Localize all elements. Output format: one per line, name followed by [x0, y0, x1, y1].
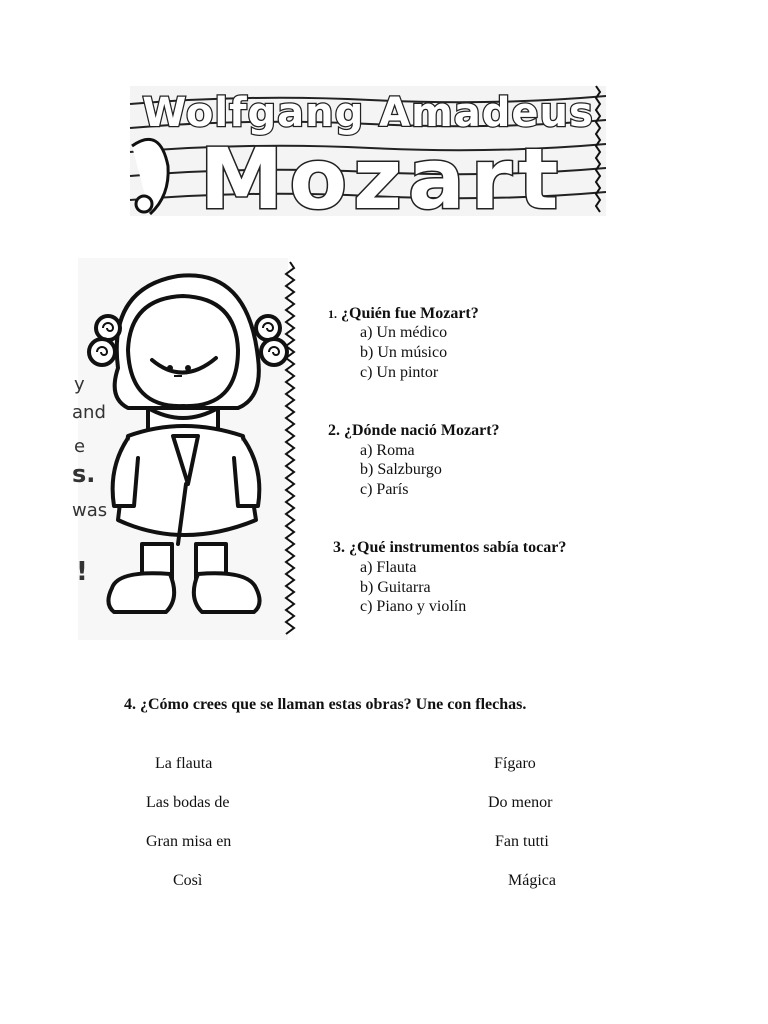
match-left-3: Gran misa en: [146, 833, 232, 850]
match-left-2: Las bodas de: [146, 794, 230, 811]
question-2-option-b: b) Salzburgo: [360, 461, 442, 478]
match-right-1: Fígaro: [494, 755, 536, 772]
question-4-number: 4.: [124, 696, 136, 713]
question-1-option-b: b) Un músico: [360, 344, 448, 361]
question-3-option-c: c) Piano y violín: [360, 598, 467, 615]
match-left-1: La flauta: [155, 755, 213, 772]
question-3-title: [333, 539, 566, 557]
question-1-option-a: a) Un médico: [360, 324, 448, 341]
side-text-5: was: [72, 500, 108, 521]
question-4-title: [124, 696, 526, 714]
question-1-text: ¿Quién fue Mozart?: [341, 305, 479, 322]
question-1-title: [328, 305, 479, 323]
question-2-title: [328, 422, 500, 440]
banner-line2: Mozart: [199, 130, 565, 228]
title-banner: [130, 86, 606, 228]
banner-line1: Wolfgang Amadeus: [142, 90, 594, 136]
mozart-illustration: [72, 258, 296, 640]
match-right-3: Fan tutti: [495, 833, 549, 850]
side-text-3: e: [74, 436, 86, 457]
side-text-4: s.: [72, 460, 96, 488]
match-right-4: Mágica: [508, 872, 556, 889]
side-text-1: y: [74, 374, 85, 395]
match-right-2: Do menor: [488, 794, 553, 811]
question-2-option-c: c) París: [360, 481, 409, 498]
match-left-4: Così: [173, 872, 203, 889]
question-3-number: 3.: [333, 539, 345, 556]
question-3-option-a: a) Flauta: [360, 559, 417, 576]
question-2-number: 2.: [328, 422, 340, 439]
question-2-text: ¿Dónde nació Mozart?: [344, 422, 500, 439]
question-1-number: 1.: [328, 307, 337, 321]
question-3-text: ¿Qué instrumentos sabía tocar?: [349, 539, 567, 556]
question-1-option-c: c) Un pintor: [360, 364, 439, 381]
question-4-text: ¿Cómo crees que se llaman estas obras? Une con flechas.: [140, 696, 527, 713]
question-3-option-b: b) Guitarra: [360, 579, 431, 596]
side-text-2: and: [72, 402, 106, 423]
question-2-option-a: a) Roma: [360, 442, 415, 459]
side-text-6: !: [76, 557, 88, 587]
